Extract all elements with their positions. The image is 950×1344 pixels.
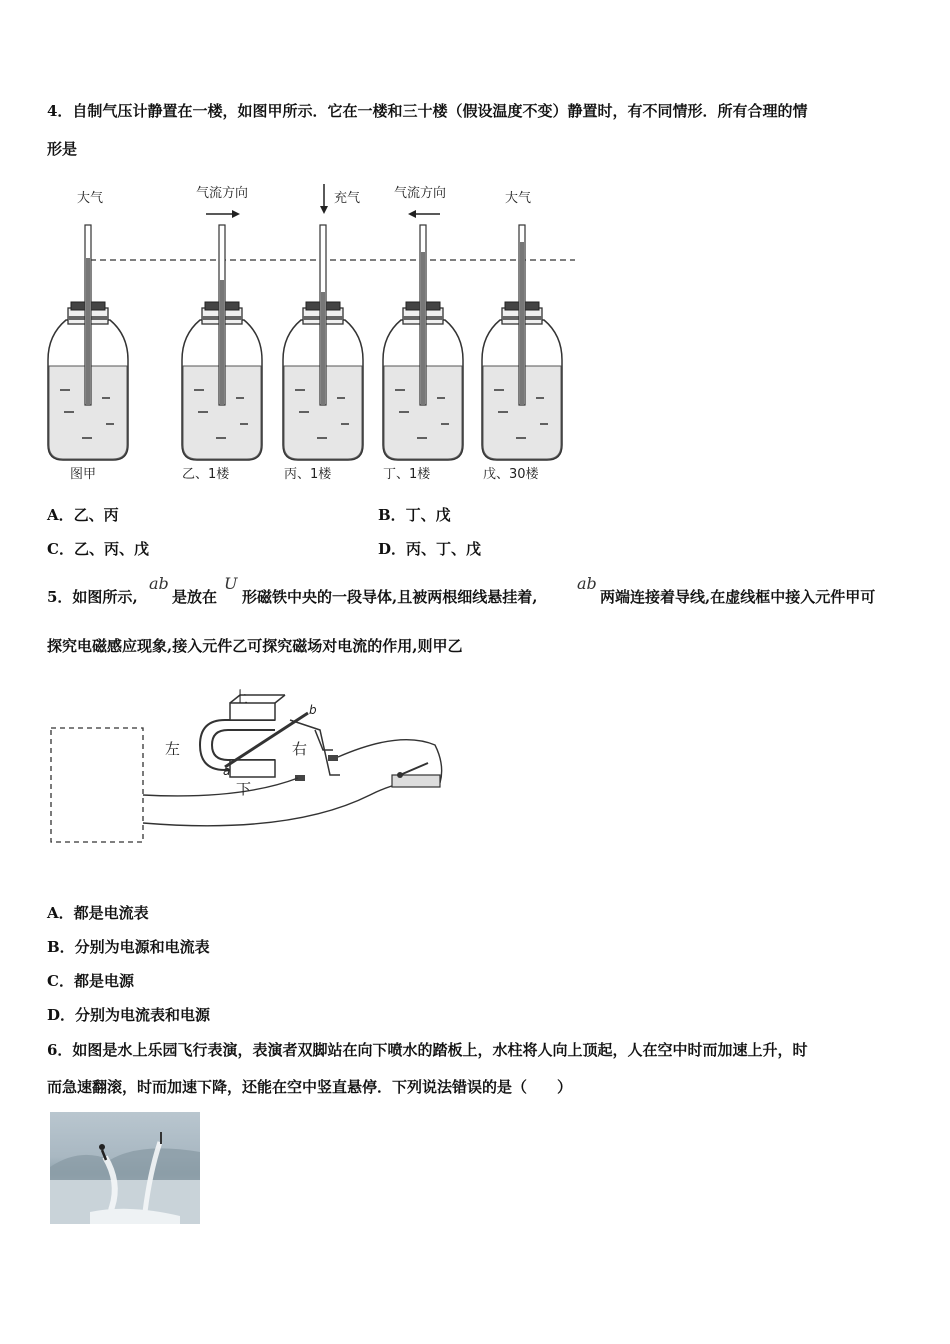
q6-text-line1: 6．如图是水上乐园飞行表演，表演者双脚站在向下喷水的踏板上，水柱将人向上顶起，人在空中时而加速上升，时 <box>47 1041 808 1059</box>
q5-label-left: 左 <box>165 740 181 758</box>
q5-option-b[interactable]: B．分别为电源和电流表 <box>47 938 210 956</box>
q4-caption-yi: 乙、1楼 <box>182 467 230 482</box>
q4-label-inflate: 充气 <box>334 191 361 206</box>
q4-barometer-drawing <box>0 180 600 480</box>
q4-label-atmosphere-1: 大气 <box>77 191 104 206</box>
q5-var-ab-1: ab <box>149 574 169 593</box>
q4-text-line2: 形是 <box>47 140 78 158</box>
q6-flyboard-photo <box>50 1112 200 1224</box>
q4-label-airflow-2: 气流方向 <box>394 186 447 201</box>
q5-var-u: U <box>224 574 238 593</box>
q5-text-mid2: 形磁铁中央的一段导体,且被两根细线悬挂着, <box>242 588 538 606</box>
q4-option-b[interactable]: B．丁、戊 <box>378 506 451 524</box>
q5-label-a: a <box>223 764 231 778</box>
q4-caption-bing: 丙、1楼 <box>284 467 332 482</box>
q4-text-line1: 4．自制气压计静置在一楼，如图甲所示．它在一楼和三十楼（假设温度不变）静置时，有不同情形．所有合理的情 <box>47 102 808 120</box>
q5-label-down: 下 <box>236 780 252 798</box>
q6-text-line2: 而急速翻滚，时而加速下降，还能在空中竖直悬停．下列说法错误的是（ ） <box>47 1078 573 1096</box>
q4-option-a[interactable]: A．乙、丙 <box>47 506 119 524</box>
q6-photo-scene <box>50 1112 200 1224</box>
q5-label-b: b <box>309 703 317 717</box>
q4-caption-wu: 戊、30楼 <box>483 467 539 482</box>
q5-label-right: 右 <box>292 740 308 758</box>
q4-option-d[interactable]: D．丙、丁、戊 <box>378 540 482 558</box>
q4-caption-jia: 图甲 <box>70 467 97 482</box>
q5-option-d[interactable]: D．分别为电流表和电源 <box>47 1006 211 1024</box>
q4-label-atmosphere-2: 大气 <box>505 191 532 206</box>
q4-option-c[interactable]: C．乙、丙、戊 <box>47 540 149 558</box>
q5-prefix: 5．如图所示, <box>47 588 138 606</box>
q4-label-airflow-1: 气流方向 <box>196 186 249 201</box>
q5-text-mid1: 是放在 <box>172 588 218 606</box>
q5-option-a[interactable]: A．都是电流表 <box>47 904 149 922</box>
q5-label-up: 上 <box>233 688 249 706</box>
q5-var-ab-2: ab <box>577 574 597 593</box>
q5-option-c[interactable]: C．都是电源 <box>47 972 134 990</box>
q5-text-line2: 探究电磁感应现象,接入元件乙可探究磁场对电流的作用,则甲乙 <box>47 637 463 655</box>
q5-magnet-circuit-drawing <box>40 675 500 875</box>
q5-text-mid3: 两端连接着导线,在虚线框中接入元件甲可 <box>600 588 876 606</box>
q4-caption-ding: 丁、1楼 <box>383 467 431 482</box>
